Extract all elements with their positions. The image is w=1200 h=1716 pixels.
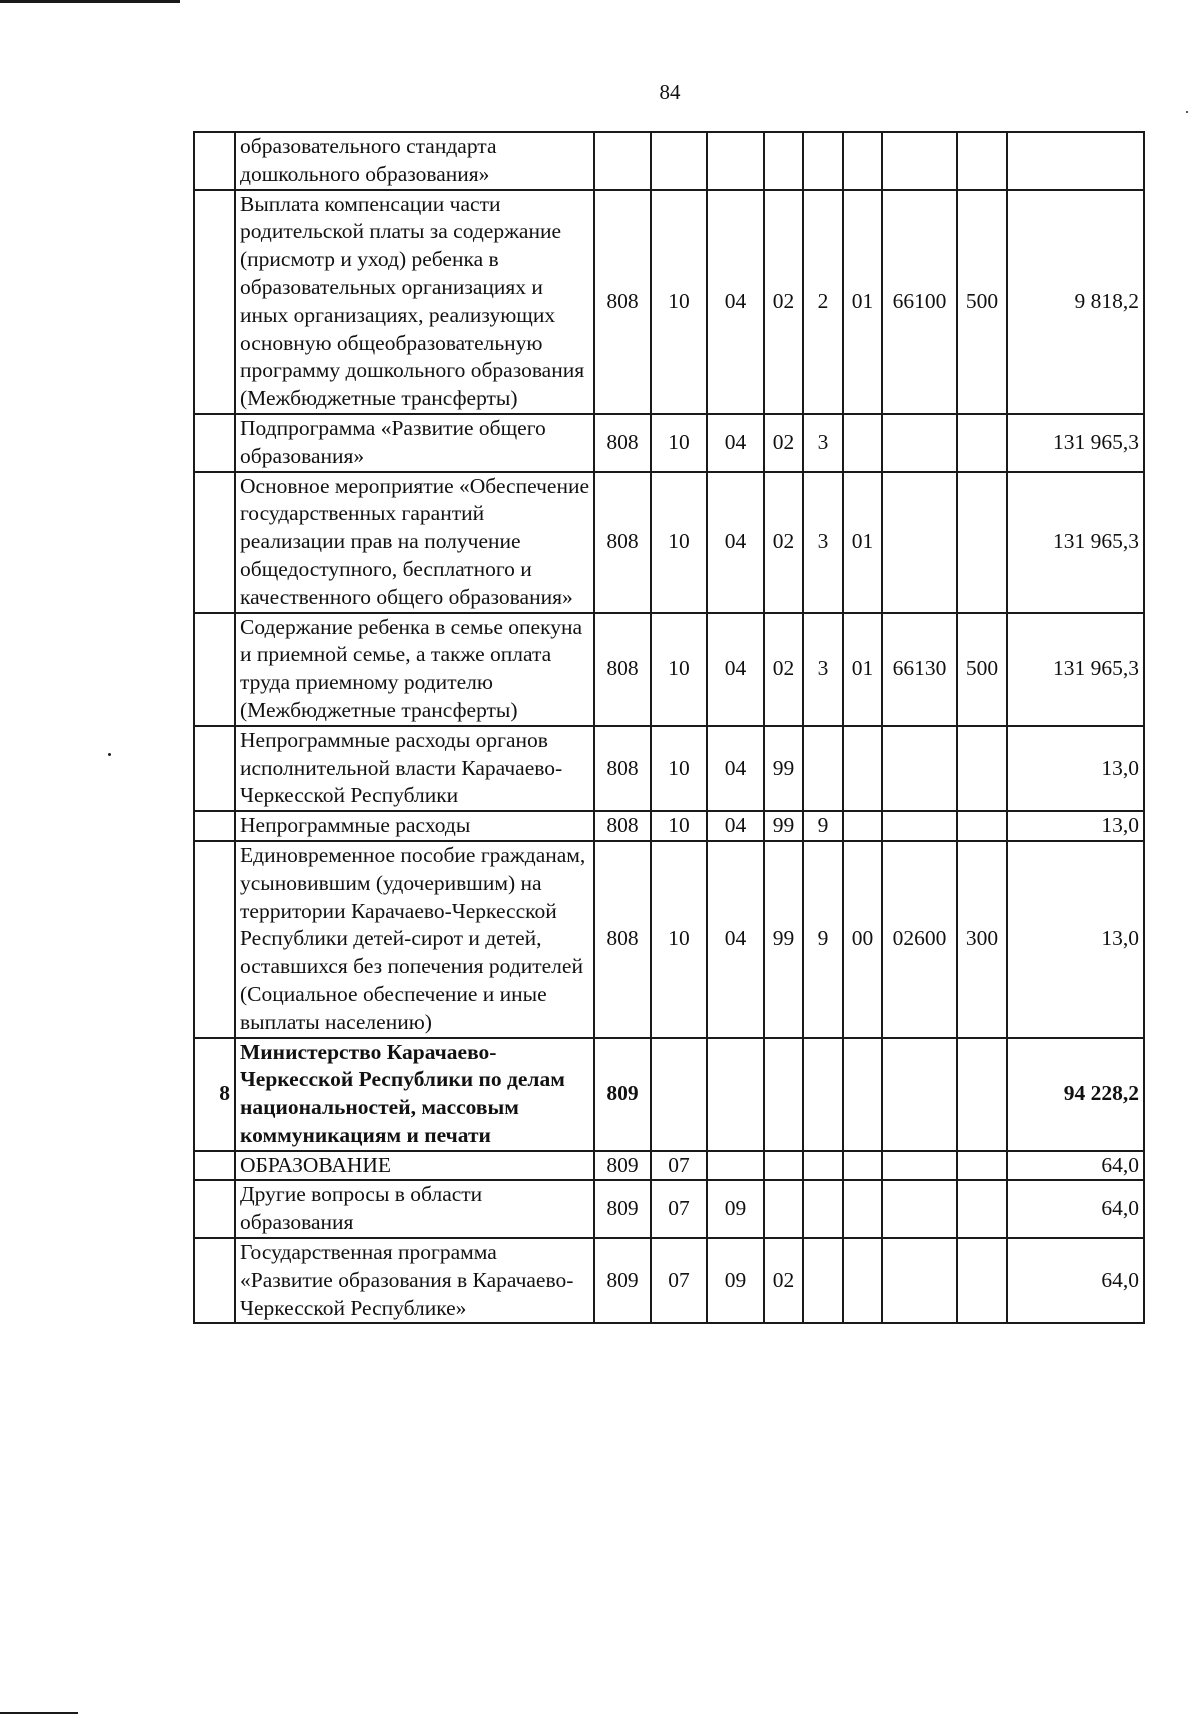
ministry-code-cell: 809 [594, 1038, 651, 1151]
expense-type-code-cell [957, 811, 1007, 841]
row-number-cell [194, 811, 235, 841]
direction-code-cell [882, 1180, 957, 1238]
expense-type-code-cell: 300 [957, 841, 1007, 1038]
row-number-cell [194, 190, 235, 414]
amount-cell: 13,0 [1007, 841, 1144, 1038]
amount-cell [1007, 132, 1144, 190]
direction-code-cell: 02600 [882, 841, 957, 1038]
ministry-code-cell: 808 [594, 726, 651, 811]
direction-code-cell [882, 414, 957, 472]
section-code-cell: 10 [651, 841, 707, 1038]
direction-code-cell [882, 1238, 957, 1323]
table-row [194, 190, 1144, 414]
direction-code-cell: 66130 [882, 613, 957, 726]
row-number-cell [194, 1238, 235, 1323]
activity-code-cell: 00 [843, 841, 882, 1038]
scan-speck [1186, 111, 1188, 113]
table-row [194, 1151, 1144, 1181]
item-name-cell: Государственная программа «Развитие образования в Карачаево-Черкесской Республике» [235, 1238, 594, 1323]
ministry-code-cell: 808 [594, 841, 651, 1038]
expense-type-code-cell [957, 1151, 1007, 1181]
ministry-code-cell: 808 [594, 811, 651, 841]
row-number-cell [194, 613, 235, 726]
row-number-cell [194, 1151, 235, 1181]
expense-type-code-cell [957, 726, 1007, 811]
item-name-cell: Непрограммные расходы органов исполнительной власти Карачаево-Черкесской Республики [235, 726, 594, 811]
direction-code-cell [882, 1151, 957, 1181]
item-name-cell: Другие вопросы в области образования [235, 1180, 594, 1238]
subsection-code-cell: 09 [707, 1180, 764, 1238]
activity-code-cell [843, 1238, 882, 1323]
row-number-cell [194, 1180, 235, 1238]
expense-type-code-cell [957, 472, 1007, 613]
item-name-cell: ОБРАЗОВАНИЕ [235, 1151, 594, 1181]
subprogram-code-cell [803, 726, 843, 811]
table-row [194, 414, 1144, 472]
section-code-cell: 07 [651, 1151, 707, 1181]
direction-code-cell [882, 472, 957, 613]
table-row [194, 1238, 1144, 1323]
subprogram-code-cell: 3 [803, 414, 843, 472]
direction-code-cell: 66100 [882, 190, 957, 414]
amount-cell: 131 965,3 [1007, 613, 1144, 726]
activity-code-cell [843, 1038, 882, 1151]
table-body [194, 132, 1144, 1323]
row-number-cell [194, 841, 235, 1038]
activity-code-cell: 01 [843, 472, 882, 613]
subsection-code-cell [707, 132, 764, 190]
row-number-cell [194, 414, 235, 472]
table-row [194, 132, 1144, 190]
activity-code-cell [843, 414, 882, 472]
item-name-cell: Единовременное пособие гражданам, усыновившим (удочерившим) на территории Карачаево-Черкесской Республики детей-сирот и детей, оставшихся без попечения родителей (Социальное обеспечение и иные выплаты населению) [235, 841, 594, 1038]
program-code-cell: 99 [764, 811, 803, 841]
activity-code-cell: 01 [843, 613, 882, 726]
program-code-cell: 02 [764, 190, 803, 414]
ministry-code-cell: 808 [594, 414, 651, 472]
item-name-cell: Содержание ребенка в семье опекуна и приемной семье, а также оплата труда приемному родителю (Межбюджетные трансферты) [235, 613, 594, 726]
amount-cell: 9 818,2 [1007, 190, 1144, 414]
item-name-cell: Министерство Карачаево-Черкесской Республики по делам национальностей, массовым коммуникациям и печати [235, 1038, 594, 1151]
subsection-code-cell: 04 [707, 414, 764, 472]
subprogram-code-cell: 3 [803, 472, 843, 613]
expense-type-code-cell [957, 414, 1007, 472]
activity-code-cell [843, 132, 882, 190]
subsection-code-cell: 04 [707, 841, 764, 1038]
ministry-code-cell [594, 132, 651, 190]
activity-code-cell: 01 [843, 190, 882, 414]
subsection-code-cell [707, 1038, 764, 1151]
section-code-cell: 10 [651, 414, 707, 472]
activity-code-cell [843, 1180, 882, 1238]
activity-code-cell [843, 726, 882, 811]
item-name-cell: Выплата компенсации части родительской платы за содержание (присмотр и уход) ребенка в образовательных организациях и иных организациях, реализующих основную общеобразовательную программу дошкольного образования (Межбюджетные трансферты) [235, 190, 594, 414]
amount-cell: 64,0 [1007, 1238, 1144, 1323]
subprogram-code-cell: 3 [803, 613, 843, 726]
amount-cell: 131 965,3 [1007, 414, 1144, 472]
row-number-cell [194, 472, 235, 613]
expense-type-code-cell: 500 [957, 613, 1007, 726]
ministry-code-cell: 809 [594, 1238, 651, 1323]
amount-cell: 94 228,2 [1007, 1038, 1144, 1151]
subprogram-code-cell: 2 [803, 190, 843, 414]
section-code-cell: 10 [651, 472, 707, 613]
expense-type-code-cell: 500 [957, 190, 1007, 414]
subsection-code-cell: 04 [707, 811, 764, 841]
program-code-cell: 99 [764, 726, 803, 811]
section-code-cell: 10 [651, 190, 707, 414]
row-number-cell [194, 726, 235, 811]
table-row [194, 1180, 1144, 1238]
program-code-cell [764, 132, 803, 190]
page-number: 84 [659, 80, 681, 104]
section-code-cell [651, 132, 707, 190]
expense-type-code-cell [957, 1180, 1007, 1238]
expense-type-code-cell [957, 132, 1007, 190]
amount-cell: 64,0 [1007, 1180, 1144, 1238]
scan-edge-mark [0, 1712, 78, 1714]
row-number-cell: 8 [194, 1038, 235, 1151]
subprogram-code-cell [803, 1151, 843, 1181]
subprogram-code-cell [803, 1038, 843, 1151]
program-code-cell: 02 [764, 1238, 803, 1323]
subsection-code-cell: 04 [707, 190, 764, 414]
table-row [194, 841, 1144, 1038]
expense-type-code-cell [957, 1238, 1007, 1323]
section-code-cell: 10 [651, 613, 707, 726]
table-row [194, 726, 1144, 811]
subsection-code-cell [707, 1151, 764, 1181]
amount-cell: 131 965,3 [1007, 472, 1144, 613]
budget-table [193, 131, 1145, 1324]
subprogram-code-cell [803, 132, 843, 190]
table-row [194, 1038, 1144, 1151]
table-row [194, 472, 1144, 613]
program-code-cell: 02 [764, 472, 803, 613]
program-code-cell: 02 [764, 414, 803, 472]
subprogram-code-cell [803, 1180, 843, 1238]
ministry-code-cell: 808 [594, 190, 651, 414]
subsection-code-cell: 04 [707, 472, 764, 613]
item-name-cell: Подпрограмма «Развитие общего образования» [235, 414, 594, 472]
table-row [194, 811, 1144, 841]
subprogram-code-cell: 9 [803, 811, 843, 841]
subsection-code-cell: 04 [707, 726, 764, 811]
section-code-cell [651, 1038, 707, 1151]
activity-code-cell [843, 811, 882, 841]
section-code-cell: 10 [651, 811, 707, 841]
activity-code-cell [843, 1151, 882, 1181]
ministry-code-cell: 808 [594, 613, 651, 726]
program-code-cell: 02 [764, 613, 803, 726]
program-code-cell: 99 [764, 841, 803, 1038]
program-code-cell [764, 1151, 803, 1181]
subprogram-code-cell: 9 [803, 841, 843, 1038]
scan-edge-mark [0, 0, 180, 3]
direction-code-cell [882, 1038, 957, 1151]
section-code-cell: 07 [651, 1180, 707, 1238]
amount-cell: 13,0 [1007, 811, 1144, 841]
section-code-cell: 10 [651, 726, 707, 811]
ministry-code-cell: 809 [594, 1151, 651, 1181]
ministry-code-cell: 808 [594, 472, 651, 613]
item-name-cell: Непрограммные расходы [235, 811, 594, 841]
ministry-code-cell: 809 [594, 1180, 651, 1238]
direction-code-cell [882, 726, 957, 811]
direction-code-cell [882, 811, 957, 841]
item-name-cell: Основное мероприятие «Обеспечение государственных гарантий реализации прав на получение общедоступного, бесплатного и качественного общего образования» [235, 472, 594, 613]
subsection-code-cell: 04 [707, 613, 764, 726]
item-name-cell: образовательного стандарта дошкольного образования» [235, 132, 594, 190]
subprogram-code-cell [803, 1238, 843, 1323]
table-row [194, 613, 1144, 726]
row-number-cell [194, 132, 235, 190]
amount-cell: 64,0 [1007, 1151, 1144, 1181]
section-code-cell: 07 [651, 1238, 707, 1323]
program-code-cell [764, 1038, 803, 1151]
program-code-cell [764, 1180, 803, 1238]
subsection-code-cell: 09 [707, 1238, 764, 1323]
direction-code-cell [882, 132, 957, 190]
amount-cell: 13,0 [1007, 726, 1144, 811]
expense-type-code-cell [957, 1038, 1007, 1151]
scan-speck [108, 753, 111, 756]
